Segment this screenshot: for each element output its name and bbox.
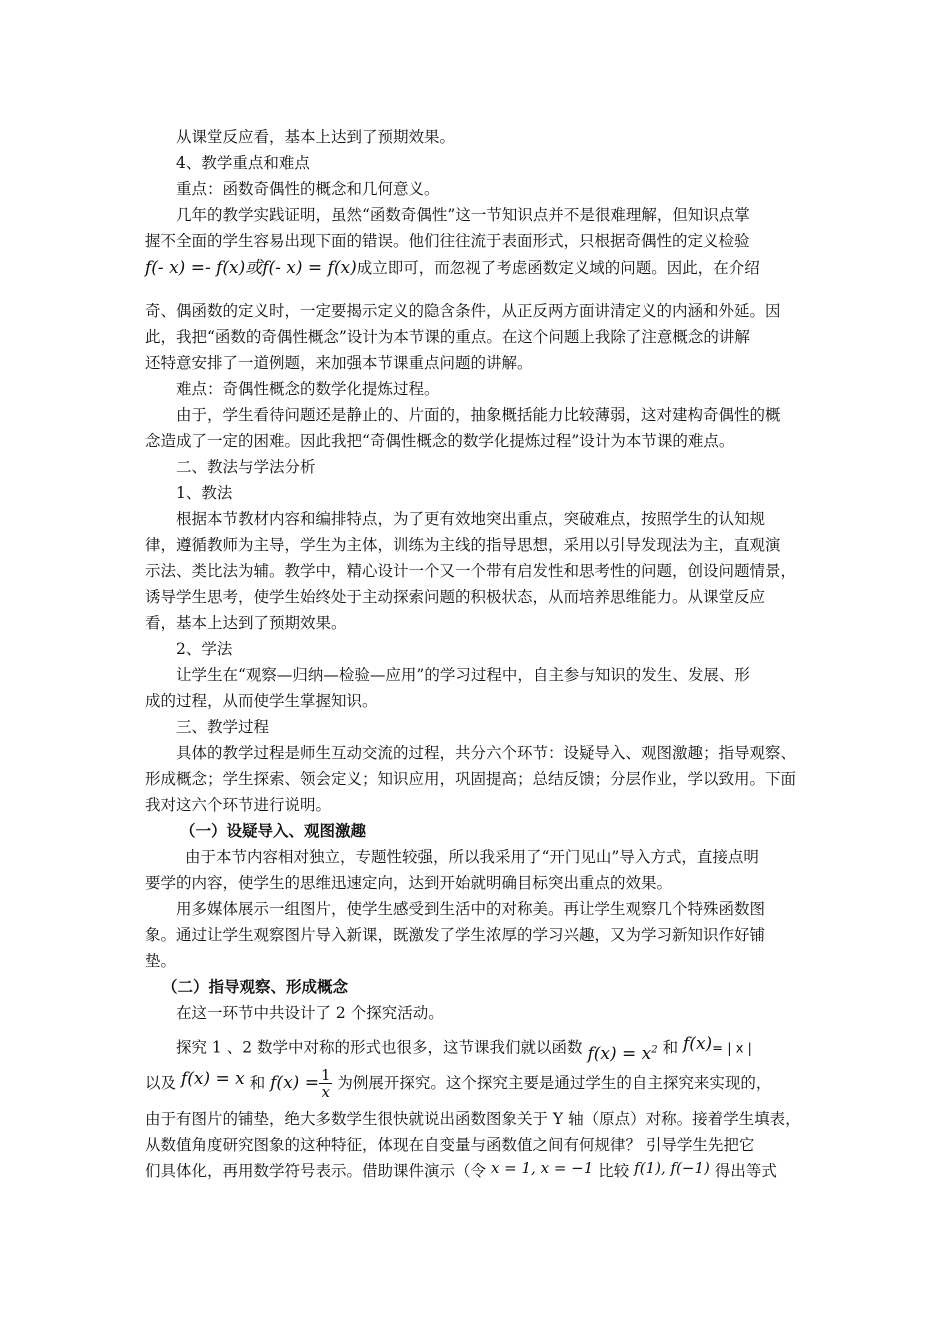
section-heading: 1、教法 — [176, 484, 233, 502]
subsection-heading: （一）设疑导入、观图激趣 — [180, 821, 367, 840]
paragraph-text: 得出等式 — [714, 1162, 777, 1180]
paragraph-line: 由于，学生看待问题还是静止的、片面的，抽象概括能力比较薄弱，这对建构奇偶性的概 — [176, 406, 781, 424]
section-heading: 4、教学重点和难点 — [176, 154, 310, 172]
formula-identity: f(x) = x — [180, 1069, 245, 1089]
paragraph-line: 由于有图片的铺垫，绝大多数学生很快就说出函数图象关于 Y 轴（原点）对称。接着学生填表， — [145, 1110, 801, 1128]
paragraph-line-with-formula — [145, 1156, 805, 1186]
paragraph-line: 由于本节内容相对独立，专题性较强，所以我采用了“开门见山”导入方式，直接点明 — [185, 848, 759, 866]
paragraph-line: 形成概念；学生探索、领会定义；知识应用，巩固提高；总结反馈；分层作业，学以致用。下面 — [145, 770, 797, 788]
paragraph-line: 念造成了一定的困难。因此我把“奇偶性概念的数学化提炼过程”设计为本节课的难点。 — [145, 432, 735, 450]
paragraph-line: 成的过程，从而使学生掌握知识。 — [145, 692, 378, 710]
paragraph-line: 奇、偶函数的定义时，一定要揭示定义的隐含条件，从正反两方面讲清定义的内涵和外延。因 — [145, 302, 781, 320]
section-heading: 三、教学过程 — [176, 718, 270, 736]
paragraph-text: 成立即可，而忽视了考虑函数定义域的问题。因此，在介绍 — [356, 259, 760, 277]
paragraph-line-with-formula — [145, 252, 805, 284]
paragraph-line: 具体的教学过程是师生互动交流的过程，共分六个环节：设疑导入、观图激趣；指导观察、 — [176, 744, 797, 762]
paragraph-line: 此，我把“函数的奇偶性概念”设计为本节课的重点。在这个问题上我除了注意概念的讲解 — [145, 328, 750, 346]
paragraph-text: 们具体化，再用数学符号表示。借助课件演示（令 — [145, 1162, 487, 1180]
paragraph-line: 从课堂反应看，基本上达到了预期效果。 — [176, 128, 456, 146]
formula-f-values: f(1), f(−1) — [634, 1159, 710, 1177]
paragraph-line: 还特意安排了一道例题，来加强本节课重点问题的讲解。 — [145, 354, 533, 372]
paragraph-line: 用多媒体展示一组图片，使学生感受到生活中的对称美。再让学生观察几个特殊函数图 — [176, 900, 766, 918]
paragraph-line: 律，遵循教师为主导，学生为主体，训练为主线的指导思想，采用以引导发现法为主，直观演 — [145, 536, 781, 554]
paragraph-line: 示法、类比法为辅。教学中，精心设计一个又一个带有启发性和思考性的问题，创设问题情景， — [145, 562, 797, 580]
paragraph-line: 根据本节教材内容和编排特点，为了更有效地突出重点，突破难点，按照学生的认知规 — [176, 510, 766, 528]
paragraph-line: 要学的内容，使学生的思维迅速定向，达到开始就明确目标突出重点的效果。 — [145, 874, 673, 892]
formula-reciprocal: f(x) = $\frac{1}{x}$ — [270, 1066, 331, 1101]
paragraph-text: 探究 1 、2 数学中对称的形式也很多，这节课我们就以函数 — [176, 1038, 583, 1057]
paragraph-line: 垫。 — [145, 952, 177, 970]
paragraph-text: 比较 — [598, 1162, 630, 1180]
section-heading: 二、教法与学法分析 — [176, 458, 316, 476]
paragraph-text: 和 — [662, 1038, 679, 1057]
paragraph-line: 重点：函数奇偶性的概念和几何意义。 — [176, 180, 440, 198]
formula-abs-lhs: f(x) — [683, 1033, 713, 1054]
paragraph-line: 几年的教学实践证明，虽然“函数奇偶性”这一节知识点并不是很难理解，但知识点掌 — [176, 206, 750, 224]
fraction: $\frac{1}{x}$ — [320, 1066, 331, 1101]
paragraph-line: 诱导学生思考，使学生始终处于主动探索问题的积极状态，从而培养思维能力。从课堂反应 — [145, 588, 766, 606]
paragraph-line: 看，基本上达到了预期效果。 — [145, 614, 347, 632]
section-heading: 2、学法 — [176, 640, 233, 658]
formula-abs-rhs: = | x | — [712, 1041, 752, 1057]
paragraph-text: 为例展开探究。这个探究主要是通过学生的自主探究来实现的， — [337, 1074, 772, 1092]
paragraph-line: 握不全面的学生容易出现下面的错误。他们往往流于表面形式，只根据奇偶性的定义检验 — [145, 232, 750, 250]
paragraph-line: 我对这六个环节进行说明。 — [145, 796, 332, 814]
subsection-heading: （二）指导观察、形成概念 — [162, 977, 349, 996]
paragraph-line: 象。通过让学生观察图片导入新课，既激发了学生浓厚的学习兴趣，又为学习新知识作好铺 — [145, 926, 766, 944]
paragraph-line-with-formula — [145, 1066, 805, 1100]
formula-odd-even-definition: f(- x) =- f(x)或f(- x) = f(x) — [145, 258, 357, 278]
paragraph-line: 让学生在“观察—归纳—检验—应用”的学习过程中，自主参与知识的发生、发展、形 — [176, 666, 750, 684]
paragraph-line: 在这一环节中共设计了 2 个探究活动。 — [176, 1004, 444, 1022]
paragraph-text: 和 — [249, 1074, 266, 1092]
formula-x-squared: $f(x) = x^2$ — [587, 1043, 658, 1064]
paragraph-line-with-formula — [145, 1026, 836, 1068]
paragraph-line: 从数值角度研究图象的这种特征，体现在自变量与函数值之间有何规律？ 引导学生先把它 — [145, 1136, 755, 1154]
paragraph-text: 以及 — [145, 1074, 177, 1092]
formula-x-values: x = 1, x = −1 — [490, 1159, 594, 1177]
paragraph-line: 难点：奇偶性概念的数学化提炼过程。 — [176, 380, 440, 398]
